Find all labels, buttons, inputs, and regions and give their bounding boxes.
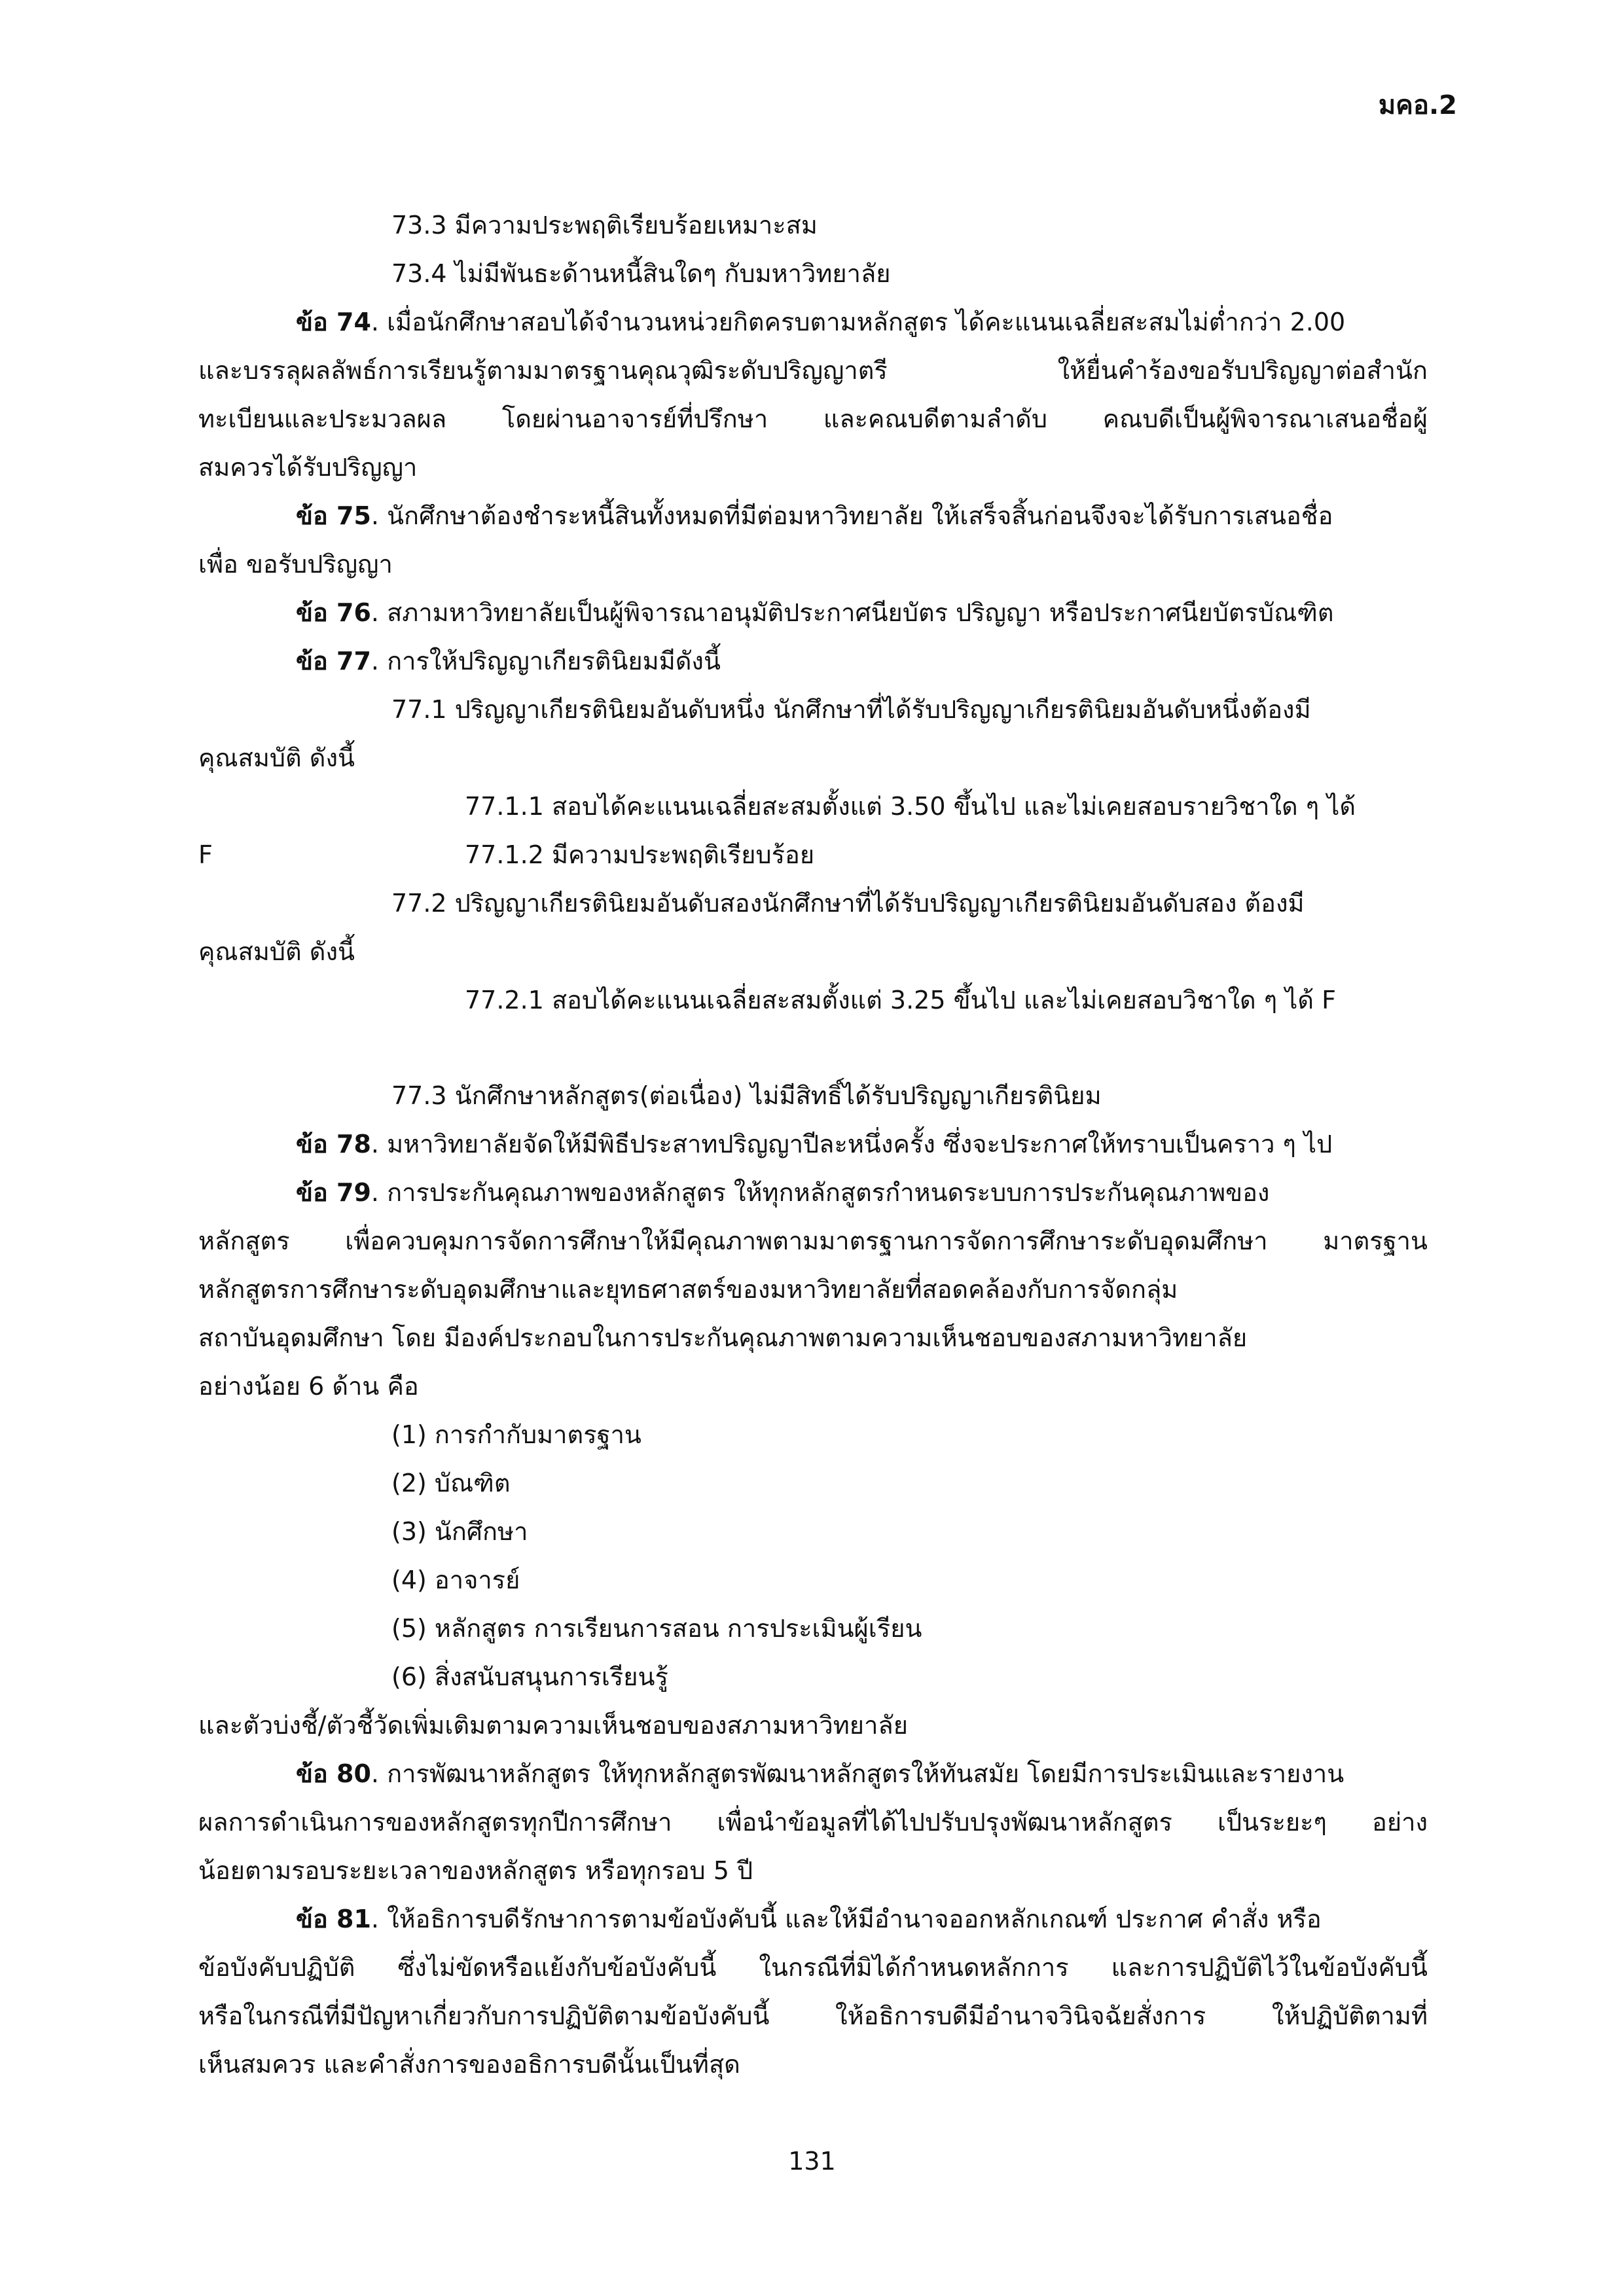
paragraph-line: 77.2 ปริญญาเกียรตินิยมอันดับสองนักศึกษาที่ได้รับปริญญาเกียรตินิยมอันดับสอง ต้องมี: [391, 889, 1305, 918]
article-label: ข้อ 77: [296, 647, 371, 675]
article-80-line: ข้อ 80. การพัฒนาหลักสูตร ให้ทุกหลักสูตรพัฒนาหลักสูตรให้ทันสมัย โดยมีการประเมินและรายงาน: [296, 1759, 1344, 1788]
paragraph-line: น้อยตามรอบระยะเวลาของหลักสูตร หรือทุกรอบ 5 ปี: [198, 1856, 753, 1885]
paragraph-line: 77.1.2 มีความประพฤติเรียบร้อย: [465, 840, 815, 869]
paragraph-line: ทะเบียนและประมวลผล โดยผ่านอาจารย์ที่ปรึกษา และคณบดีตามลำดับ คณบดีเป็นผู้พิจารณาเสนอชื่อผู้: [198, 404, 1428, 433]
article-label: ข้อ 76: [296, 598, 371, 627]
paragraph-line: คุณสมบัติ ดังนี้: [198, 744, 355, 772]
article-79-line: ข้อ 79. การประกันคุณภาพของหลักสูตร ให้ทุกหลักสูตรกำหนดระบบการประกันคุณภาพของ: [296, 1178, 1270, 1207]
article-76-line: ข้อ 76. สภามหาวิทยาลัยเป็นผู้พิจารณาอนุมัติประกาศนียบัตร ปริญญา หรือประกาศนียบัตรบัณฑิต: [296, 598, 1334, 627]
article-78-line: ข้อ 78. มหาวิทยาลัยจัดให้มีพิธีประสาทปริญญาปีละหนึ่งครั้ง ซึ่งจะประกาศให้ทราบเป็นคราว ๆ ไป: [296, 1130, 1333, 1158]
paragraph-line: สมควรได้รับปริญญา: [198, 453, 418, 482]
article-label: ข้อ 80: [296, 1759, 371, 1788]
article-77-line: ข้อ 77. การให้ปริญญาเกียรตินิยมมีดังนี้: [296, 647, 721, 675]
paragraph-line: อย่างน้อย 6 ด้าน คือ: [198, 1372, 419, 1401]
list-item: (6) สิ่งสนับสนุนการเรียนรู้: [391, 1662, 668, 1691]
article-label: ข้อ 75: [296, 501, 371, 530]
article-label: ข้อ 78: [296, 1130, 371, 1158]
paragraph-line: คุณสมบัติ ดังนี้: [198, 937, 355, 966]
paragraph-line: 77.3 นักศึกษาหลักสูตร(ต่อเนื่อง) ไม่มีสิทธิ์ได้รับปริญญาเกียรตินิยม: [391, 1081, 1102, 1110]
list-item: (2) บัณฑิต: [391, 1469, 511, 1498]
article-75-line: ข้อ 75. นักศึกษาต้องชำระหนี้สินทั้งหมดที่มีต่อมหาวิทยาลัย ให้เสร็จสิ้นก่อนจึงจะได้รับการเสนอชื่อ: [296, 501, 1333, 530]
list-item: (3) นักศึกษา: [391, 1517, 528, 1546]
article-label: ข้อ 74: [296, 308, 371, 336]
article-label: ข้อ 79: [296, 1178, 371, 1207]
paragraph-line: 77.1 ปริญญาเกียรตินิยมอันดับหนึ่ง นักศึกษาที่ได้รับปริญญาเกียรตินิยมอันดับหนึ่งต้องมี: [391, 695, 1311, 724]
list-item: (1) การกำกับมาตรฐาน: [391, 1420, 641, 1449]
document-code: มคอ.2: [1378, 90, 1457, 120]
page-number: 131: [788, 2147, 836, 2176]
list-item: (4) อาจารย์: [391, 1566, 520, 1594]
paragraph-line: F: [198, 840, 213, 869]
paragraph-line: 77.1.1 สอบได้คะแนนเฉลี่ยสะสมตั้งแต่ 3.50 ขึ้นไป และไม่เคยสอบรายวิชาใด ๆ ได้: [465, 792, 1356, 821]
article-label: ข้อ 81: [296, 1905, 371, 1933]
paragraph-line: หลักสูตร เพื่อควบคุมการจัดการศึกษาให้มีคุณภาพตามมาตรฐานการจัดการศึกษาระดับอุดมศึกษา มาตรฐาน: [198, 1227, 1428, 1255]
paragraph-line: หลักสูตรการศึกษาระดับอุดมศึกษาและยุทธศาสตร์ของมหาวิทยาลัยที่สอดคล้องกับการจัดกลุ่ม: [198, 1275, 1178, 1304]
paragraph-line: เห็นสมควร และคำสั่งการของอธิการบดีนั้นเป็นที่สุด: [198, 2050, 740, 2079]
list-item: (5) หลักสูตร การเรียนการสอน การประเมินผู้เรียน: [391, 1614, 922, 1643]
paragraph-line: 73.4 ไม่มีพันธะด้านหนี้สินใดๆ กับมหาวิทยาลัย: [391, 259, 891, 288]
article-81-line: ข้อ 81. ให้อธิการบดีรักษาการตามข้อบังคับนี้ และให้มีอำนาจออกหลักเกณฑ์ ประกาศ คำสั่ง หรือ: [296, 1905, 1322, 1933]
paragraph-line: 73.3 มีความประพฤติเรียบร้อยเหมาะสม: [391, 211, 818, 240]
article-74-line: ข้อ 74. เมื่อนักศึกษาสอบได้จำนวนหน่วยกิตครบตามหลักสูตร ได้คะแนนเฉลี่ยสะสมไม่ต่ำกว่า 2.00: [296, 308, 1346, 336]
paragraph-line: ผลการดำเนินการของหลักสูตรทุกปีการศึกษา เพื่อนำข้อมูลที่ได้ไปปรับปรุงพัฒนาหลักสูตร เป็นระยะๆ อย่าง: [198, 1808, 1428, 1837]
paragraph-line: สถาบันอุดมศึกษา โดย มีองค์ประกอบในการประกันคุณภาพตามความเห็นชอบของสภามหาวิทยาลัย: [198, 1323, 1248, 1352]
paragraph-line: และบรรลุผลลัพธ์การเรียนรู้ตามมาตรฐานคุณวุฒิระดับปริญญาตรี ให้ยื่นคำร้องขอรับปริญญาต่อสำนัก: [198, 356, 1428, 385]
paragraph-line: ข้อบังคับปฏิบัติ ซึ่งไม่ขัดหรือแย้งกับข้อบังคับนี้ ในกรณีที่มิได้กำหนดหลักการ และการปฏิบัติไว้ในข้อบังคับนี้: [198, 1953, 1428, 1982]
paragraph-line: 77.2.1 สอบได้คะแนนเฉลี่ยสะสมตั้งแต่ 3.25 ขึ้นไป และไม่เคยสอบวิชาใด ๆ ได้ F: [465, 986, 1337, 1014]
paragraph-line: และตัวบ่งชี้/ตัวชี้วัดเพิ่มเติมตามความเห็นชอบของสภามหาวิทยาลัย: [198, 1711, 908, 1740]
paragraph-line: เพื่อ ขอรับปริญญา: [198, 550, 393, 579]
paragraph-line: หรือในกรณีที่มีปัญหาเกี่ยวกับการปฏิบัติตามข้อบังคับนี้ ให้อธิการบดีมีอำนาจวินิจฉัยสั่งการ ให้ปฏิบัติตามที่: [198, 2001, 1428, 2030]
